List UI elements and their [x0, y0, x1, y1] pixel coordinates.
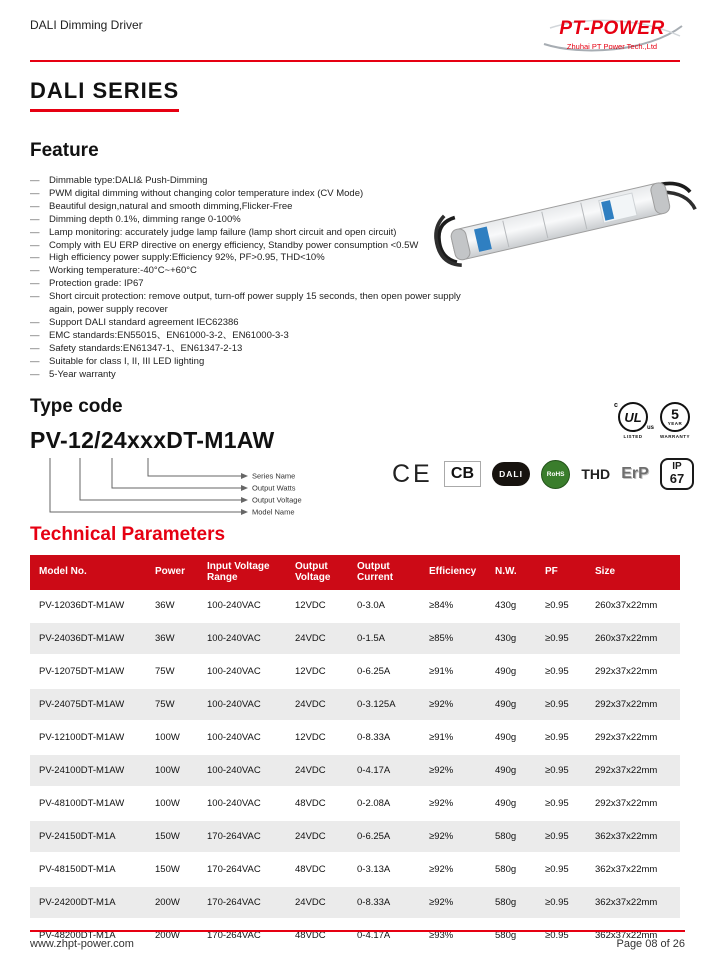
bullet-dash-icon: —	[30, 226, 40, 238]
table-cell: 24VDC	[290, 622, 352, 655]
table-cell: ≥0.95	[540, 853, 590, 886]
table-cell: ≥0.95	[540, 590, 590, 622]
product-photo	[415, 146, 705, 298]
bullet-dash-icon: —	[30, 342, 40, 354]
ul-circle-icon	[614, 402, 654, 432]
led-driver-image	[415, 146, 705, 298]
table-cell: ≥85%	[424, 622, 490, 655]
table-cell: 150W	[150, 820, 202, 853]
ul-c-mark: c	[614, 402, 618, 409]
feature-item	[30, 175, 462, 188]
table-cell: 292x37x22mm	[590, 721, 680, 754]
feature-item	[30, 188, 462, 201]
table-cell: 36W	[150, 622, 202, 655]
five-year-number: 5	[671, 406, 679, 422]
table-cell: ≥0.95	[540, 787, 590, 820]
logo-wordmark: PT-POWER	[559, 18, 665, 39]
brand-logo	[536, 14, 688, 62]
table-cell: 260x37x22mm	[590, 622, 680, 655]
table-cell: 362x37x22mm	[590, 886, 680, 919]
table-cell: 100-240VAC	[202, 754, 290, 787]
type-code-label-voltage: Output Voltage	[252, 495, 302, 504]
table-cell: ≥0.95	[540, 820, 590, 853]
table-cell: ≥92%	[424, 787, 490, 820]
feature-text: Dimmable type:DALI& Push-Dimming	[49, 175, 208, 186]
bullet-dash-icon: —	[30, 213, 40, 225]
table-cell: ≥0.95	[540, 919, 590, 952]
table-cell: 100-240VAC	[202, 590, 290, 622]
table-cell: ≥0.95	[540, 688, 590, 721]
table-cell: 24VDC	[290, 754, 352, 787]
document-title: DALI Dimming Driver	[30, 18, 143, 32]
logo-company-name: Zhuhai PT Power Tech.,Ltd	[566, 42, 658, 51]
table-row	[30, 787, 680, 820]
table-row	[30, 622, 680, 655]
type-code-heading: Type code	[30, 395, 123, 417]
table-cell: ≥0.95	[540, 886, 590, 919]
table-cell: ≥0.95	[540, 721, 590, 754]
footer-page-number: Page 08 of 26	[616, 938, 685, 950]
table-cell: 580g	[490, 820, 540, 853]
table-cell: 430g	[490, 622, 540, 655]
series-heading-wrap	[30, 78, 680, 112]
column-header: N.W.	[490, 555, 540, 590]
type-code-string: PV-12/24xxxDT-M1AW	[30, 426, 275, 453]
feature-text: Lamp monitoring: accurately judge lamp failure (lamp short circuit and open circuit)	[49, 226, 397, 238]
table-cell: 170-264VAC	[202, 820, 290, 853]
five-year-warranty-text: WARRANTY	[660, 434, 690, 439]
feature-text: Beautiful design,natural and smooth dimming,Flicker-Free	[49, 200, 293, 212]
five-year-year-text: YEAR	[667, 421, 683, 426]
table-cell: PV-24075DT-M1AW	[30, 688, 150, 721]
cb-mark-icon: CB	[444, 461, 481, 487]
feature-text: High efficiency power supply:Efficiency 92%, PF>0.95, THD<10%	[49, 252, 325, 264]
table-cell: 12VDC	[290, 721, 352, 754]
table-cell: 430g	[490, 590, 540, 622]
table-cell: 100W	[150, 754, 202, 787]
thd-mark: THD	[581, 466, 611, 482]
certification-row	[392, 458, 694, 490]
table-cell: 0-3.13A	[352, 853, 424, 886]
table-cell: PV-24150DT-M1A	[30, 820, 150, 853]
table-row	[30, 721, 680, 754]
erp-mark: ErP	[621, 465, 649, 482]
feature-heading: Feature	[30, 140, 99, 161]
table-cell: 100-240VAC	[202, 787, 290, 820]
ul-certification-mark	[614, 402, 654, 439]
rohs-badge-icon: RoHS	[541, 460, 570, 489]
table-cell: PV-12036DT-M1AW	[30, 590, 150, 622]
feature-item	[30, 227, 462, 240]
table-cell: 200W	[150, 886, 202, 919]
table-cell: 48VDC	[290, 853, 352, 886]
table-cell: 0-8.33A	[352, 721, 424, 754]
feature-item	[30, 201, 462, 214]
table-row	[30, 655, 680, 688]
technical-parameters-heading: Technical Parameters	[30, 523, 226, 545]
feature-item	[30, 240, 462, 253]
table-cell: ≥0.95	[540, 754, 590, 787]
five-year-circle-icon	[660, 402, 690, 432]
table-row	[30, 853, 680, 886]
table-cell: 12VDC	[290, 655, 352, 688]
feature-item	[30, 317, 462, 330]
table-cell: ≥84%	[424, 590, 490, 622]
feature-list	[30, 175, 462, 382]
table-row	[30, 688, 680, 721]
table-cell: ≥91%	[424, 655, 490, 688]
column-header: Size	[590, 555, 680, 590]
table-cell: 0-6.25A	[352, 820, 424, 853]
table-cell: 170-264VAC	[202, 919, 290, 952]
ip67-badge-icon	[660, 458, 694, 490]
series-title: DALI SERIES	[30, 78, 179, 112]
table-cell: ≥92%	[424, 754, 490, 787]
column-header: Input Voltage Range	[202, 555, 290, 590]
table-cell: 292x37x22mm	[590, 754, 680, 787]
table-cell: ≥0.95	[540, 622, 590, 655]
column-header: Efficiency	[424, 555, 490, 590]
table-cell: 100-240VAC	[202, 655, 290, 688]
ce-mark-icon: CE	[392, 459, 433, 488]
feature-text: Working temperature:-40°C~+60°C	[49, 265, 197, 277]
bullet-dash-icon: —	[30, 355, 40, 367]
table-cell: ≥92%	[424, 820, 490, 853]
feature-text: Protection grade: IP67	[49, 278, 144, 290]
page-footer	[30, 930, 685, 950]
table-cell: 292x37x22mm	[590, 787, 680, 820]
table-cell: PV-24036DT-M1AW	[30, 622, 150, 655]
table-cell: 170-264VAC	[202, 853, 290, 886]
table-row	[30, 886, 680, 919]
bullet-dash-icon: —	[30, 187, 40, 199]
table-cell: 100W	[150, 787, 202, 820]
ul-listed-text: LISTED	[623, 434, 643, 439]
bullet-dash-icon: —	[30, 252, 40, 264]
table-cell: 48VDC	[290, 919, 352, 952]
table-cell: 170-264VAC	[202, 886, 290, 919]
page-header	[0, 0, 710, 58]
type-code-label-series: Series Name	[252, 471, 296, 480]
table-cell: 0-3.0A	[352, 590, 424, 622]
feature-item	[30, 291, 462, 317]
table-cell: 0-6.25A	[352, 655, 424, 688]
column-header: Model No.	[30, 555, 150, 590]
feature-item	[30, 252, 462, 265]
table-cell: 0-8.33A	[352, 886, 424, 919]
table-cell: PV-12075DT-M1AW	[30, 655, 150, 688]
feature-text: Safety standards:EN61347-1、EN61347-2-13	[49, 342, 243, 354]
feature-item	[30, 343, 462, 356]
table-cell: PV-12100DT-M1AW	[30, 721, 150, 754]
column-header: Output Current	[352, 555, 424, 590]
table-cell: 100-240VAC	[202, 688, 290, 721]
table-cell: 100W	[150, 721, 202, 754]
table-cell: 490g	[490, 655, 540, 688]
bullet-dash-icon: —	[30, 175, 40, 186]
bullet-dash-icon: —	[30, 200, 40, 212]
feature-item	[30, 369, 462, 382]
table-cell: 580g	[490, 919, 540, 952]
table-cell: 0-3.125A	[352, 688, 424, 721]
ul-letters: UL	[624, 409, 642, 425]
table-cell: 200W	[150, 919, 202, 952]
bullet-dash-icon: —	[30, 291, 40, 303]
feature-text: EMC standards:EN55015、EN61000-3-2、EN61000-3-3	[49, 329, 289, 341]
table-cell: ≥93%	[424, 919, 490, 952]
table-cell: 260x37x22mm	[590, 590, 680, 622]
feature-item	[30, 330, 462, 343]
ip67-67-text: 67	[669, 471, 685, 486]
table-body	[30, 590, 680, 952]
table-cell: ≥92%	[424, 688, 490, 721]
table-cell: 36W	[150, 590, 202, 622]
feature-text: Short circuit protection: remove output, turn-off power supply 15 seconds, then open power supply again, power supply recover	[49, 291, 461, 316]
table-cell: 150W	[150, 853, 202, 886]
table-cell: 580g	[490, 886, 540, 919]
ul-us-mark: us	[646, 425, 654, 431]
column-header: PF	[540, 555, 590, 590]
table-cell: 0-1.5A	[352, 622, 424, 655]
table-cell: 100-240VAC	[202, 721, 290, 754]
feature-item	[30, 214, 462, 227]
bullet-dash-icon: —	[30, 278, 40, 290]
type-code-label-model: Model Name	[252, 507, 295, 516]
table-cell: 0-4.17A	[352, 919, 424, 952]
table-row	[30, 754, 680, 787]
table-cell: 580g	[490, 853, 540, 886]
feature-item	[30, 265, 462, 278]
feature-item	[30, 356, 462, 369]
feature-text: PWM digital dimming without changing color temperature index (CV Mode)	[49, 187, 364, 199]
feature-text: Comply with EU ERP directive on energy efficiency, Standby power consumption <0.5W	[49, 239, 419, 251]
table-cell: PV-48100DT-M1AW	[30, 787, 150, 820]
bullet-dash-icon: —	[30, 265, 40, 277]
table-cell: ≥92%	[424, 886, 490, 919]
table-cell: 0-2.08A	[352, 787, 424, 820]
feature-text: 5-Year warranty	[49, 368, 116, 380]
table-cell: 490g	[490, 754, 540, 787]
table-cell: ≥91%	[424, 721, 490, 754]
top-certification-badges	[614, 402, 690, 439]
table-cell: ≥92%	[424, 853, 490, 886]
bullet-dash-icon: —	[30, 239, 40, 251]
table-cell: 75W	[150, 688, 202, 721]
table-cell: 12VDC	[290, 590, 352, 622]
table-cell: 362x37x22mm	[590, 853, 680, 886]
table-row	[30, 820, 680, 853]
bullet-dash-icon: —	[30, 368, 40, 380]
table-cell: PV-24200DT-M1A	[30, 886, 150, 919]
table-cell: 24VDC	[290, 688, 352, 721]
feature-item	[30, 278, 462, 291]
feature-text: Support DALI standard agreement IEC62386	[49, 316, 239, 328]
table-cell: PV-48150DT-M1A	[30, 853, 150, 886]
feature-text: Dimming depth 0.1%, dimming range 0-100%	[49, 213, 241, 225]
column-header: Power	[150, 555, 202, 590]
table-cell: 292x37x22mm	[590, 688, 680, 721]
table-head	[30, 555, 680, 590]
footer-website: www.zhpt-power.com	[30, 938, 134, 950]
bullet-dash-icon: —	[30, 329, 40, 341]
table-cell: 490g	[490, 688, 540, 721]
type-code-label-watts: Output Watts	[252, 483, 296, 492]
table-cell: 490g	[490, 787, 540, 820]
table-cell: 100-240VAC	[202, 622, 290, 655]
table-cell: 0-4.17A	[352, 754, 424, 787]
table-cell: 48VDC	[290, 787, 352, 820]
table-cell: 490g	[490, 721, 540, 754]
table-header-row	[30, 555, 680, 590]
table-cell: 75W	[150, 655, 202, 688]
table-cell: 24VDC	[290, 886, 352, 919]
table-cell: ≥0.95	[540, 655, 590, 688]
five-year-warranty-badge	[660, 402, 690, 439]
bullet-dash-icon: —	[30, 316, 40, 328]
column-header: Output Voltage	[290, 555, 352, 590]
technical-parameters-table	[30, 555, 680, 953]
ip67-ip-text: IP	[672, 461, 682, 472]
table-cell: 362x37x22mm	[590, 919, 680, 952]
table-cell: 362x37x22mm	[590, 820, 680, 853]
table-cell: PV-24100DT-M1AW	[30, 754, 150, 787]
table-row	[30, 590, 680, 622]
type-code-diagram	[36, 456, 376, 520]
table-cell: 292x37x22mm	[590, 655, 680, 688]
dali-logo-icon: DALI	[492, 462, 530, 486]
feature-text: Suitable for class I, II, III LED lighting	[49, 355, 205, 367]
table-cell: PV-48200DT-M1A	[30, 919, 150, 952]
table-cell: 24VDC	[290, 820, 352, 853]
